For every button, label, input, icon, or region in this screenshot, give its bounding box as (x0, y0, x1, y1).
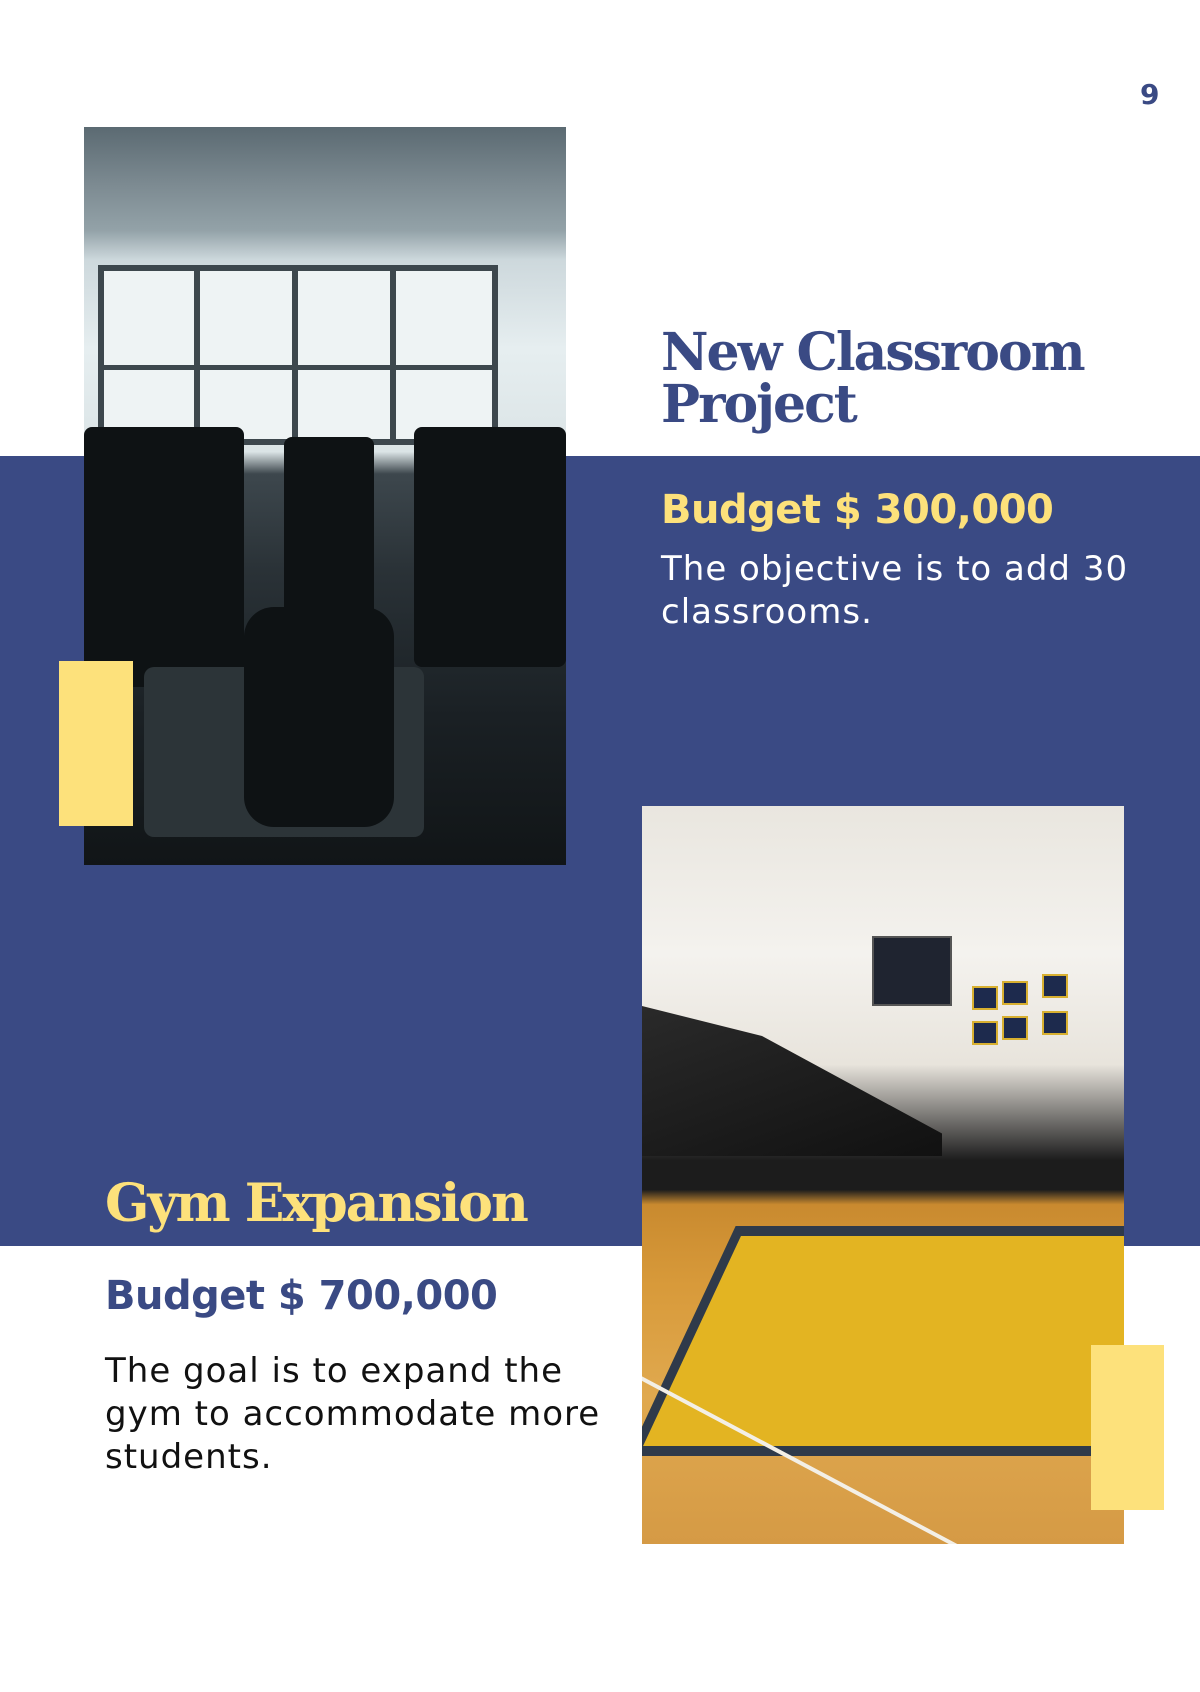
chair-row (84, 427, 244, 687)
classroom-window (98, 265, 498, 445)
classroom-description: The objective is to add 30 classrooms. (661, 549, 1129, 632)
chair-row (414, 427, 566, 667)
court-key (642, 1226, 1124, 1456)
banner (972, 986, 998, 1010)
banner (1002, 981, 1028, 1005)
gym-title: Gym Expansion (105, 1173, 527, 1234)
classroom-budget: Budget $ 300,000 (661, 487, 1054, 533)
banner (1042, 1011, 1068, 1035)
window-mullion (390, 265, 396, 445)
banner (1042, 974, 1068, 998)
gym-budget: Budget $ 700,000 (105, 1273, 498, 1319)
window-mullion (292, 265, 298, 445)
yellow-accent-block (1091, 1345, 1164, 1510)
banner (972, 1021, 998, 1045)
chair (244, 607, 394, 827)
yellow-accent-block (59, 661, 133, 826)
classroom-photo (84, 127, 566, 865)
scoreboard (872, 936, 952, 1006)
classroom-title: New Classroom Project (661, 322, 1084, 435)
window-mullion (98, 365, 498, 370)
banner (1002, 1016, 1028, 1040)
gym-photo (642, 806, 1124, 1544)
bleachers (642, 1006, 942, 1156)
page-number: 9 (1140, 78, 1160, 111)
gym-description: The goal is to expand the gym to accommodate more students. (105, 1351, 601, 1477)
window-mullion (194, 265, 200, 445)
